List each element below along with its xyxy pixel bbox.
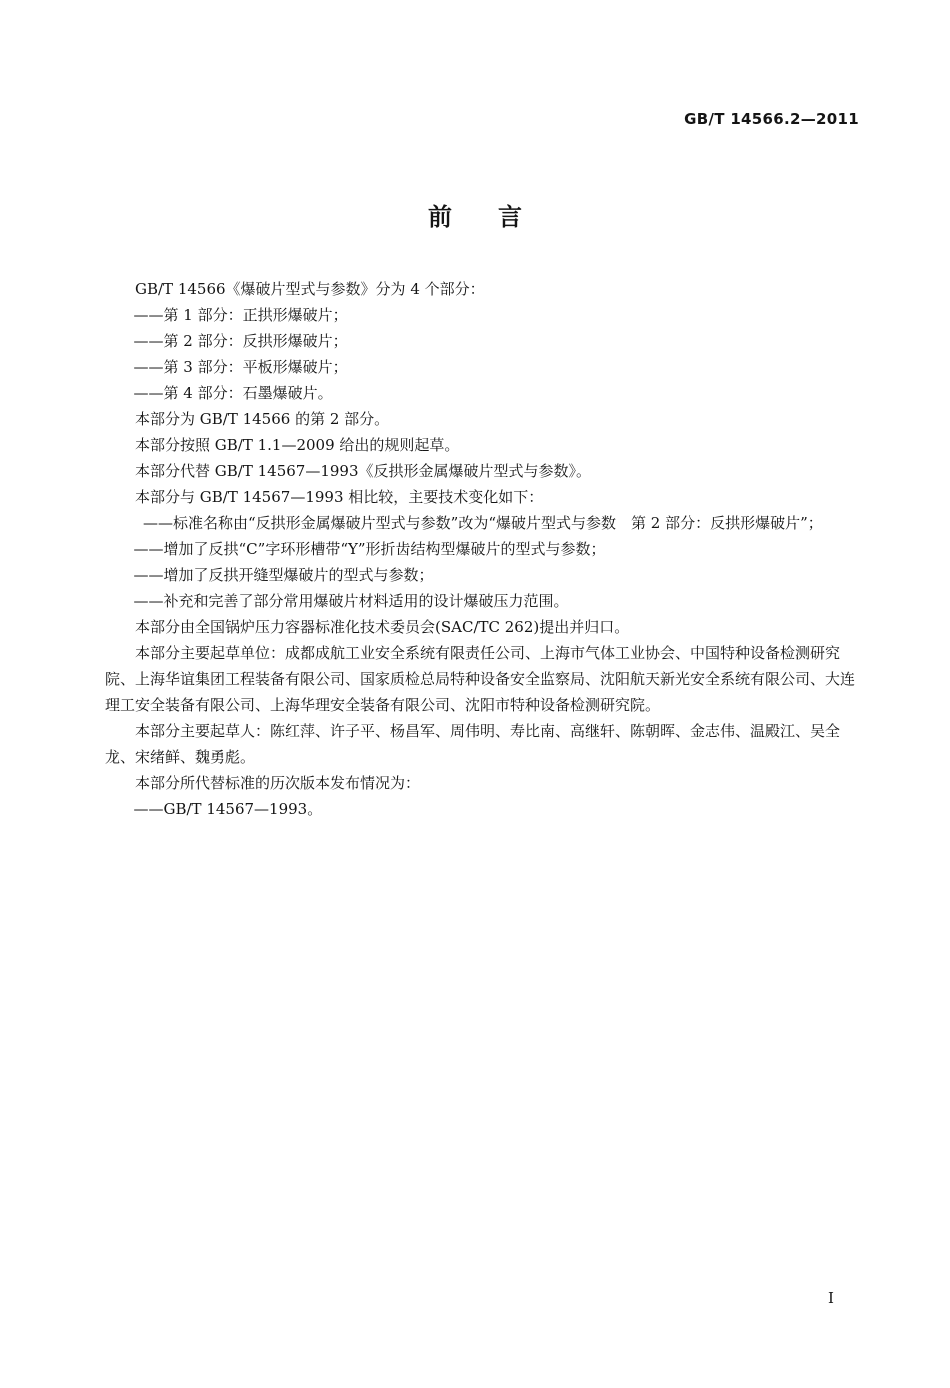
change-list-item: ——补充和完善了部分常用爆破片材料适用的设计爆破压力范围。 [133, 592, 569, 610]
intro-paragraph: GB/T 14566《爆破片型式与参数》分为 4 个部分： [135, 280, 485, 298]
part-list-item: ——第 4 部分：石墨爆破片。 [133, 384, 333, 402]
history-list-item: ——GB/T 14567—1993。 [133, 800, 323, 818]
page-number: I [828, 1289, 834, 1307]
change-list-item: ——标准名称由“反拱形金属爆破片型式与参数”改为“爆破片型式与参数 第 2 部分：反拱形爆破片”； [143, 514, 823, 532]
part-list-item: ——第 2 部分：反拱形爆破片； [133, 332, 348, 350]
change-list-item: ——增加了反拱“C”字环形槽带“Y”形折齿结构型爆破片的型式与参数； [133, 540, 606, 558]
standard-number-header: GB/T 14566.2—2011 [684, 110, 859, 128]
document-body [105, 276, 862, 822]
page-title: 前言 [428, 203, 568, 231]
committee-paragraph: 本部分由全国锅炉压力容器标准化技术委员会(SAC/TC 262)提出并归口。 [135, 618, 630, 636]
drafters-paragraph: 本部分主要起草人：陈红萍、许子平、杨昌军、周伟明、寿比南、高继轩、陈朝晖、金志伟、温殿江、吴全龙、宋绪鲜、魏勇彪。 [105, 722, 841, 766]
statement-paragraph: 本部分代替 GB/T 14567—1993《反拱形金属爆破片型式与参数》。 [135, 462, 591, 480]
part-list-item: ——第 1 部分：正拱形爆破片； [133, 306, 348, 324]
part-list-item: ——第 3 部分：平板形爆破片； [133, 358, 348, 376]
change-list-item: ——增加了反拱开缝型爆破片的型式与参数； [133, 566, 434, 584]
drafting-units-paragraph: 本部分主要起草单位：成都成航工业安全系统有限责任公司、上海市气体工业协会、中国特种设备检测研究院、上海华谊集团工程装备有限公司、国家质检总局特种设备安全监察局、沈阳航天新光安全系统有限公司、大连理工安全装备有限公司、上海华理安全装备有限公司、沈阳市特种设备检测研究院。 [105, 644, 856, 714]
statement-paragraph: 本部分按照 GB/T 1.1—2009 给出的规则起草。 [135, 436, 460, 454]
history-intro-paragraph: 本部分所代替标准的历次版本发布情况为： [135, 774, 421, 792]
statement-paragraph: 本部分与 GB/T 14567—1993 相比较，主要技术变化如下： [135, 488, 544, 506]
statement-paragraph: 本部分为 GB/T 14566 的第 2 部分。 [135, 410, 390, 428]
